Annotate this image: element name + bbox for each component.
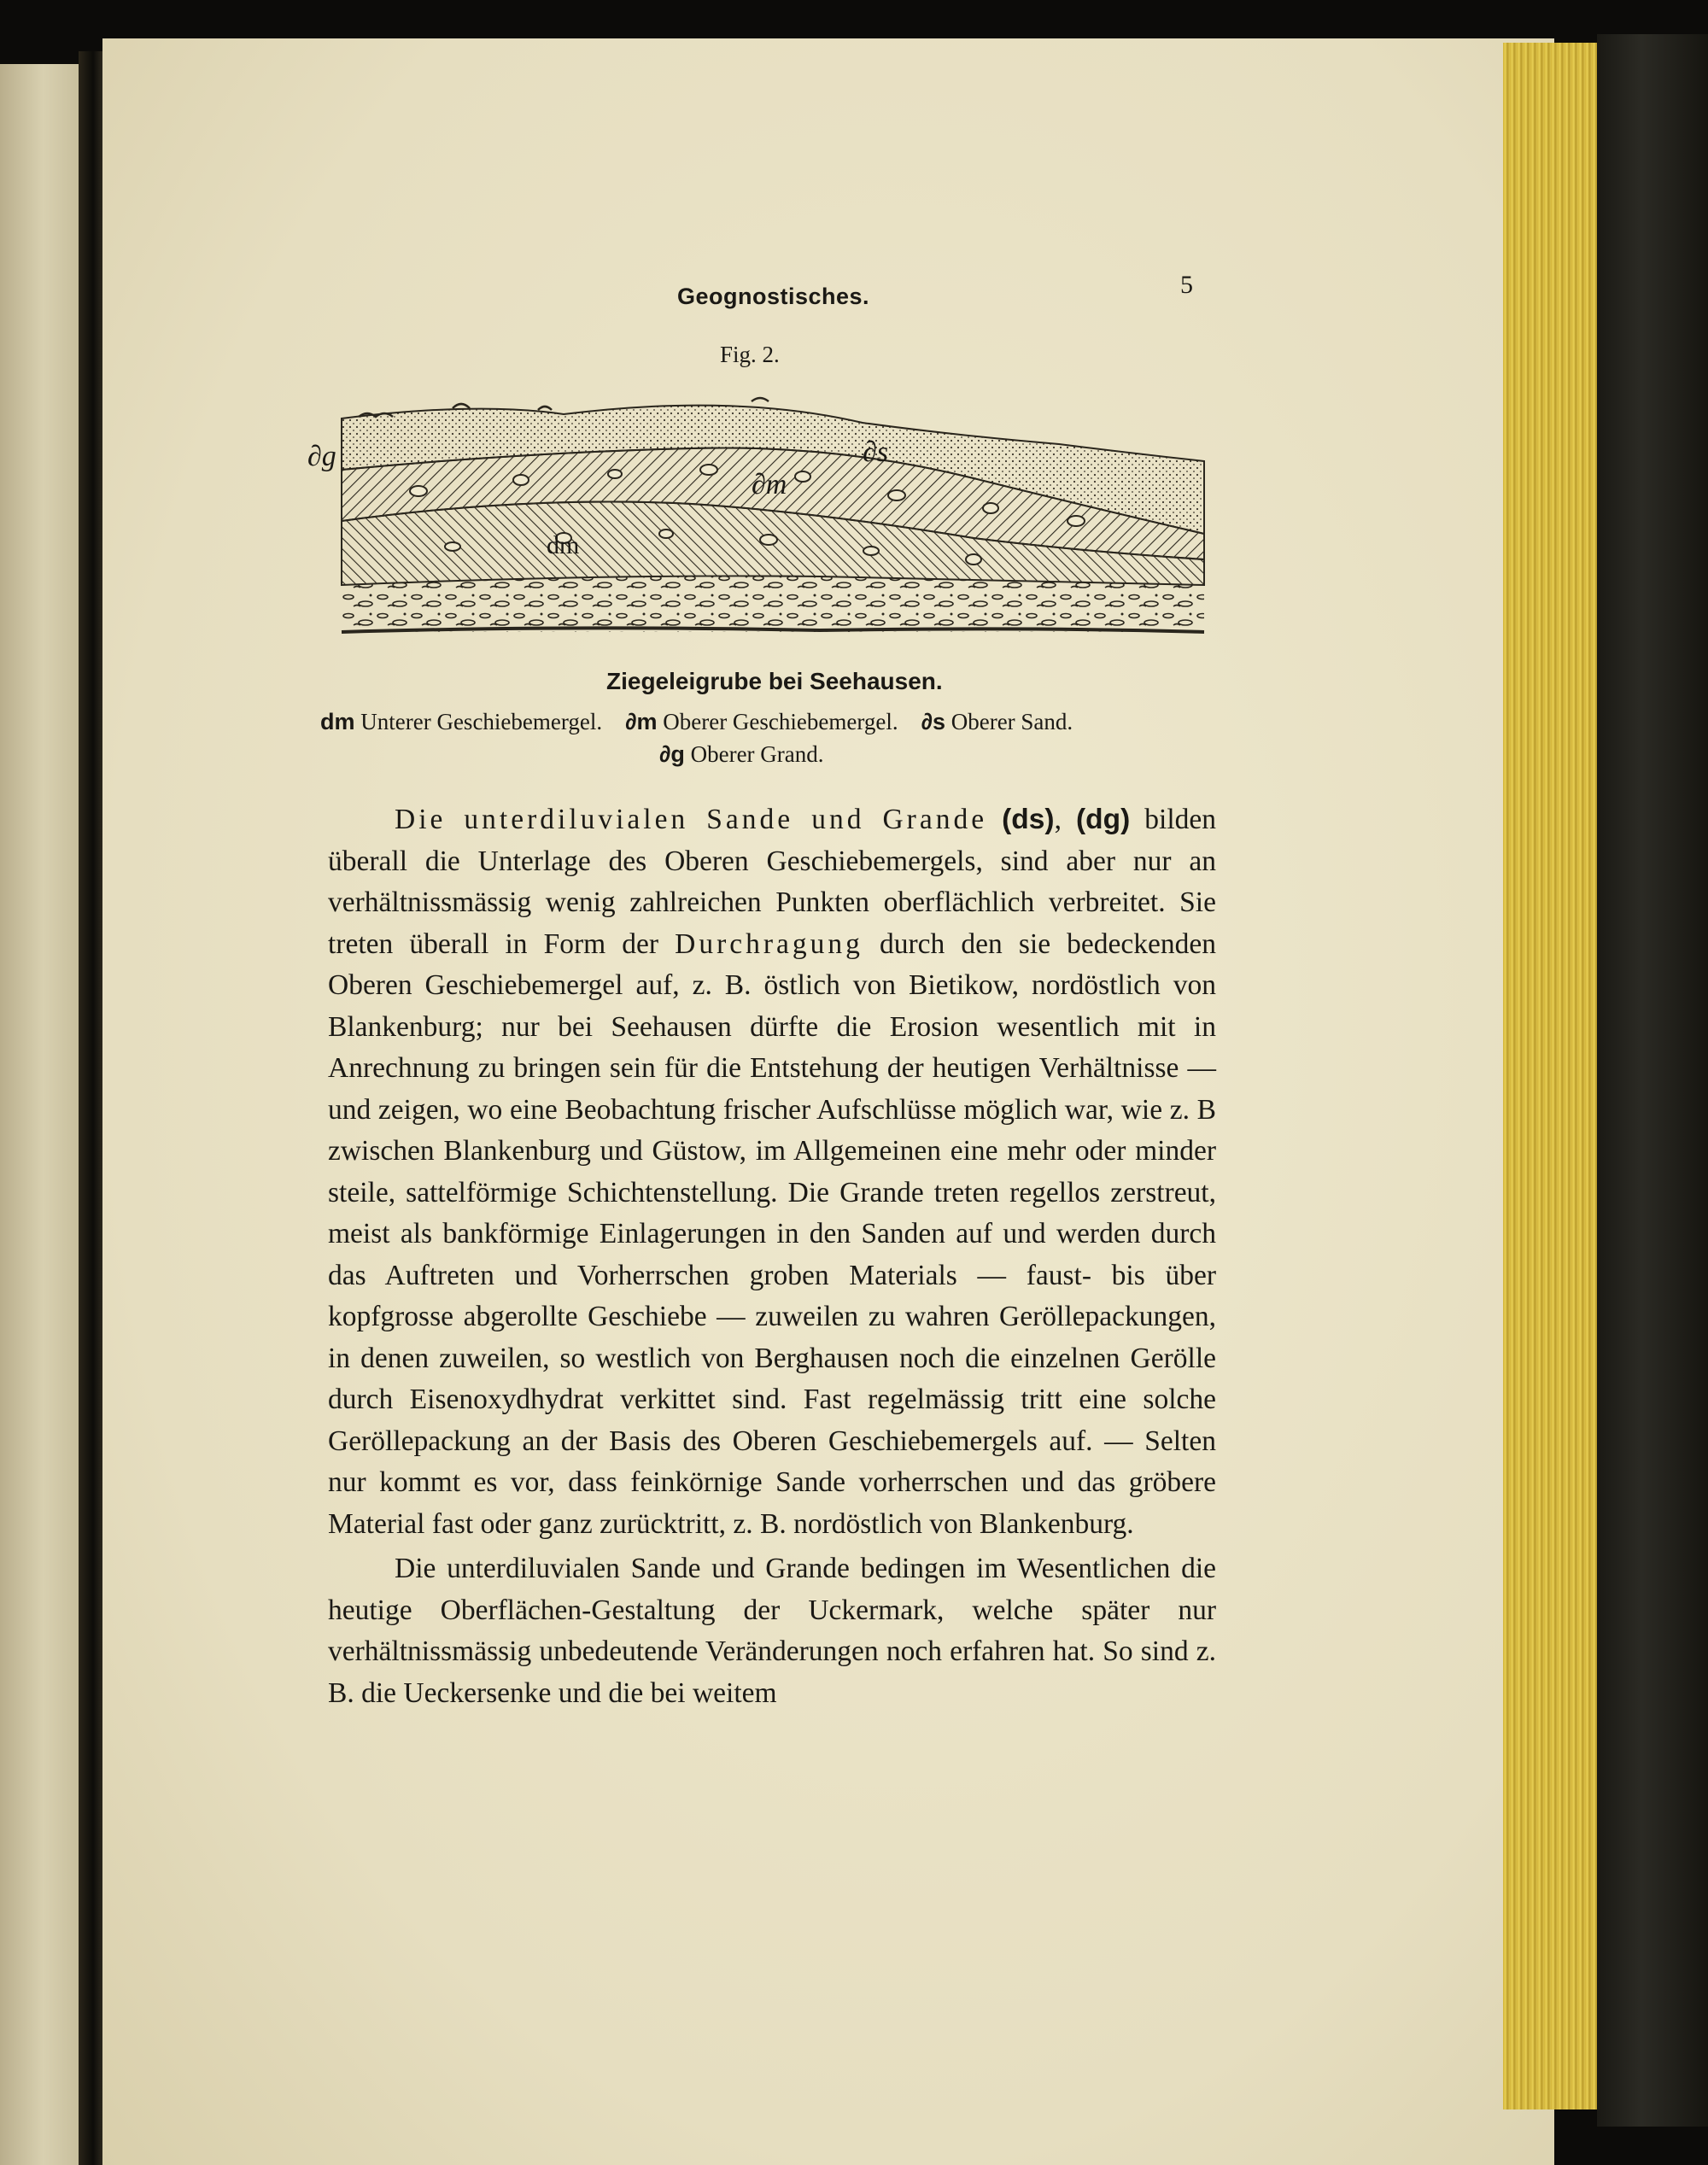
legend-symbol-dm: dm [320,709,355,734]
legend-text-dm: Unterer Geschiebemergel. [360,709,603,734]
label-dm-lower: dm [547,531,580,559]
body-text [328,799,1216,1714]
legend-text-dm-upper: Oberer Geschiebemergel. [663,709,898,734]
legend-text-ds: Oberer Sand. [951,709,1073,734]
paragraph-1-rest2: durch den sie bedeckenden Oberen Geschiebemergel auf, z. B. östlich von Bietikow, nordöstlich von Blankenburg; nur bei Seehausen dürfte die Erosion wesentlich mit in Anrechnung zu bringen sein für die Entstehung der heutigen Verhältnisse — und zeigen, wo eine Beobachtung frischer Aufschlüsse möglich war, wie z. B zwischen Blankenburg und Güstow, im Allgemeinen eine mehr oder minder steile, sattelförmige Schichtenstellung. Die Grande treten regellos zerstreut, meist als bankförmige Einlagerungen in den Sanden auf und werden durch das Auftreten und Vorherrschen groben Materials — faust- bis über kopfgrosse abgerollte Geschiebe — zuweilen zu wahren Geröllepackungen, in denen zuweilen, so westlich von Berghausen noch die einzelnen Gerölle durch Eisenoxydhydrat verkittet sind. Fast regelmässig tritt eine solche Geröllepackung an der Basis des Oberen Geschiebemergels auf. — Selten nur kommt es vor, dass feinkörnige Sande vorherrschen und das gröbere Material fast oder ganz zurücktritt, z. B. nordöstlich von Blankenburg. [328,927,1216,1540]
label-dm-upper: ∂m [752,469,787,500]
paragraph-1-rest: bilden überall die Unterlage des Oberen Geschiebemergels, sind aber nur an verhältnissmässig wenig zahlreichen Punkten oberflächlich verbreitet. Sie treten überall in Form der [328,804,1217,960]
spaced-word-durchragung: Durchragung [675,927,863,960]
book-cover [1597,34,1708,2127]
figure-caption-title: Ziegeleigrube bei Seehausen. [606,668,943,694]
symbol-dg: (dg) [1076,804,1131,835]
geological-section-figure [307,384,1213,649]
gilt-page-edges [1503,43,1600,2109]
paragraph-1 [328,799,1216,1545]
figure-legend-line2 [659,741,824,768]
paragraph-1-sep: , [1054,804,1076,835]
paragraph-2: Die unterdiluvialen Sande und Grande bedingen im Wesentlichen die heutige Oberflächen-Gestaltung der Uckermark, welche später nur verhältnissmässig unbedeutende Veränderungen noch erfahren hat. So sind z. B. die Ueckersenke und die bei weitem [328,1553,1216,1709]
page-number: 5 [1180,271,1193,299]
legend-symbol-dg: ∂g [659,741,685,767]
figure-legend-line1 [320,709,1073,735]
label-dg: ∂g [307,441,336,472]
legend-symbol-ds: ∂s [921,709,945,734]
legend-text-dg: Oberer Grand. [690,741,824,767]
left-page-edge [0,64,79,2165]
running-head: Geognostisches. [677,284,870,309]
label-ds: ∂s [863,436,889,468]
figure-label: Fig. 2. [720,342,780,367]
symbol-ds: (ds) [1002,804,1055,835]
legend-symbol-dm-upper: ∂m [625,709,658,734]
paragraph-1-lead: Die unterdiluvialen Sande und Grande [395,804,988,835]
